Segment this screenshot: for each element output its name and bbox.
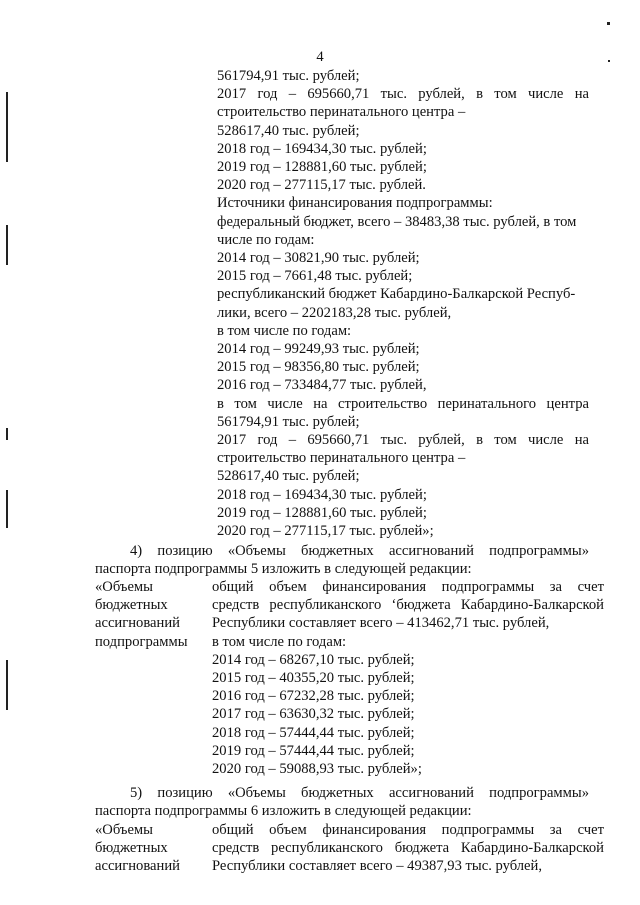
text-line: числе по годам: [217, 231, 315, 248]
position-content [212, 821, 604, 876]
text-line: 2015 год – 40355,20 тыс. рублей; [212, 670, 415, 687]
text-line: 2019 год – 57444,44 тыс. рублей; [212, 742, 415, 759]
text-line: «Объемы [95, 822, 153, 838]
text-line: 2017 год – 695660,71 тыс. рублей, в том числе на [217, 432, 589, 449]
text-line: 2018 год – 169434,30 тыс. рублей; [217, 486, 427, 503]
text-line: 2019 год – 128881,60 тыс. рублей; [217, 159, 427, 176]
text-line: паспорта подпрограммы 5 изложить в следующей редакции: [95, 561, 472, 578]
text-line: 2014 год – 30821,90 тыс. рублей; [217, 250, 420, 267]
text-line: Республики составляет всего – 413462,71 тыс. рублей, [212, 615, 550, 632]
text-line: средств республиканского ‘бюджета Кабардино-Балкарской [212, 597, 604, 614]
position-label [95, 821, 207, 876]
text-line: в том числе на строительство перинатального центра [217, 395, 589, 412]
text-line: 2014 год – 99249,93 тыс. рублей; [217, 341, 420, 358]
text-line: ассигнований [95, 858, 180, 875]
text-line: 2019 год – 128881,60 тыс. рублей; [217, 504, 427, 521]
text-line: в том числе по годам: [217, 322, 352, 339]
text-line: 561794,91 тыс. рублей; [217, 68, 360, 84]
text-line: 2020 год – 59088,93 тыс. рублей»; [212, 761, 422, 778]
text-line: 528617,40 тыс. рублей; [217, 468, 360, 485]
text-line: «Объемы [95, 579, 153, 595]
text-line: 2017 год – 63630,32 тыс. рублей; [212, 706, 415, 723]
text-line: республиканский бюджет Кабардино-Балкарской Респуб- [217, 286, 576, 303]
text-line: в том числе по годам: [212, 633, 347, 650]
scan-mark [607, 22, 610, 25]
scan-mark [6, 428, 8, 440]
scan-mark [6, 225, 8, 265]
text-line: 5) позицию «Объемы бюджетных ассигнований подпрограммы» [130, 785, 589, 801]
text-line: 2016 год – 67232,28 тыс. рублей; [212, 688, 415, 705]
text-line: общий объем финансирования подпрограммы за счет [212, 822, 604, 838]
text-line: подпрограммы [95, 633, 188, 650]
position-content [212, 578, 604, 778]
text-line: 2020 год – 277115,17 тыс. рублей. [217, 177, 426, 194]
page-number: 4 [316, 49, 324, 65]
scan-mark [6, 490, 8, 528]
text-line: строительство перинатального центра – [217, 104, 466, 121]
scan-mark [6, 660, 8, 710]
text-line: 2015 год – 98356,80 тыс. рублей; [217, 359, 420, 376]
text-line: федеральный бюджет, всего – 38483,38 тыс. рублей, в том [217, 213, 577, 230]
scan-mark [6, 92, 8, 162]
text-line: строительство перинатального центра – [217, 450, 466, 467]
amendment-item-5-intro [95, 784, 589, 820]
text-line: 2018 год – 57444,44 тыс. рублей; [212, 724, 415, 741]
amendment-item-4-intro [95, 542, 589, 578]
text-line: 2018 год – 169434,30 тыс. рублей; [217, 140, 427, 157]
text-line: Республики составляет всего – 49387,93 тыс. рублей, [212, 858, 542, 875]
text-line: Источники финансирования подпрограммы: [217, 195, 493, 212]
text-line: 528617,40 тыс. рублей; [217, 122, 360, 139]
text-line: бюджетных [95, 840, 168, 857]
text-line: общий объем финансирования подпрограммы за счет [212, 579, 604, 595]
text-line: 2020 год – 277115,17 тыс. рублей»; [217, 523, 434, 540]
text-line: бюджетных [95, 597, 168, 614]
position-label [95, 578, 207, 651]
text-line: 2017 год – 695660,71 тыс. рублей, в том числе на [217, 86, 589, 103]
text-line: 561794,91 тыс. рублей; [217, 413, 360, 430]
continued-financing-text [217, 67, 589, 540]
text-line: паспорта подпрограммы 6 изложить в следующей редакции: [95, 803, 472, 820]
text-line: 2016 год – 733484,77 тыс. рублей, [217, 377, 427, 394]
text-line: 2015 год – 7661,48 тыс. рублей; [217, 268, 413, 285]
text-line: средств республиканского бюджета Кабардино-Балкарской [212, 840, 604, 857]
text-line: лики, всего – 2202183,28 тыс. рублей, [217, 304, 452, 321]
text-line: 4) позицию «Объемы бюджетных ассигнований подпрограммы» [130, 543, 589, 559]
text-line: ассигнований [95, 615, 180, 632]
text-line: 2014 год – 68267,10 тыс. рублей; [212, 651, 415, 668]
